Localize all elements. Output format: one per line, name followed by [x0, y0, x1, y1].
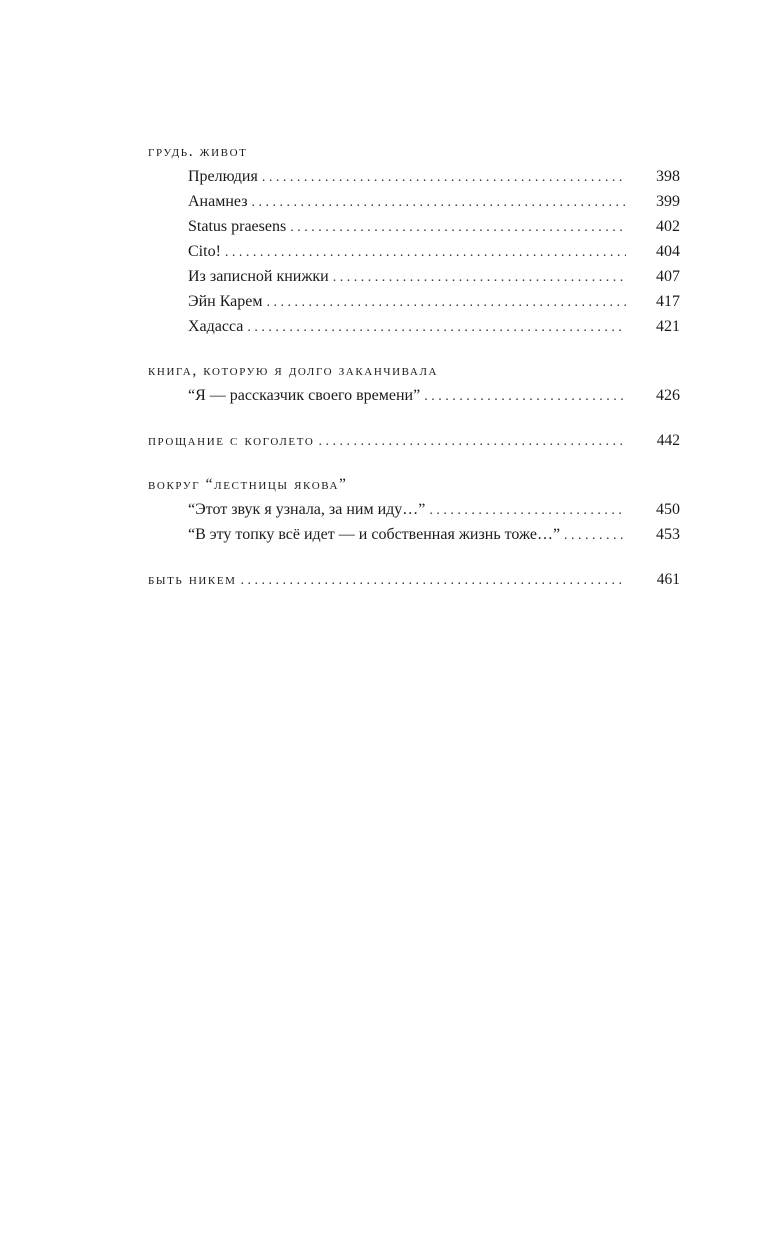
toc-entry[interactable]: [148, 164, 680, 189]
page-number: 404: [656, 243, 680, 260]
toc-entry[interactable]: [148, 289, 680, 314]
page-number: 426: [656, 387, 680, 404]
toc-section-chest-abdomen: [148, 140, 680, 339]
dot-leader: [225, 240, 626, 265]
toc-entry[interactable]: [148, 383, 680, 408]
page-number: 402: [656, 218, 680, 235]
entry-title: быть никем: [148, 571, 237, 588]
entry-title: “В эту топку всё идет — и собственная жизнь тоже…”: [188, 526, 561, 543]
entry-title: Cito!: [188, 243, 221, 260]
dot-leader: [424, 384, 626, 409]
entry-title: Анамнез: [188, 193, 248, 210]
toc-entry[interactable]: [148, 264, 680, 289]
page-number: 450: [656, 501, 680, 518]
toc-section-cogoleto: [148, 428, 680, 453]
toc-entry[interactable]: [148, 314, 680, 339]
toc-entry[interactable]: [148, 497, 680, 522]
page-number: 417: [656, 293, 680, 310]
dot-leader: [266, 290, 626, 315]
entry-title: Эйн Карем: [188, 293, 263, 310]
section-heading: грудь. живот: [148, 143, 248, 160]
dot-leader: [290, 215, 626, 240]
dot-leader: [318, 429, 626, 454]
page-number: 407: [656, 268, 680, 285]
toc-section-be-nobody: [148, 567, 680, 592]
entry-title: Хадасса: [188, 318, 244, 335]
dot-leader: [262, 165, 626, 190]
toc-section-jacob-ladder: [148, 473, 680, 547]
dot-leader: [247, 315, 626, 340]
table-of-contents: [148, 140, 680, 592]
page-number: 453: [656, 526, 680, 543]
page-number: 461: [656, 571, 680, 588]
toc-entry[interactable]: [148, 567, 680, 592]
dot-leader: [429, 498, 626, 523]
toc-entry[interactable]: [148, 189, 680, 214]
entry-title: Из записной книжки: [188, 268, 329, 285]
dot-leader: [252, 190, 626, 215]
entry-title: “Этот звук я узнала, за ним иду…”: [188, 501, 426, 518]
toc-entry[interactable]: [148, 522, 680, 547]
toc-entry[interactable]: [148, 239, 680, 264]
page-number: 398: [656, 168, 680, 185]
entry-title: прощание с коголето: [148, 432, 315, 449]
dot-leader: [333, 265, 626, 290]
toc-entry[interactable]: [148, 428, 680, 453]
entry-title: Status praesens: [188, 218, 287, 235]
page-number: 399: [656, 193, 680, 210]
toc-section-long-book: [148, 359, 680, 408]
section-heading: вокруг “лестницы якова”: [148, 476, 348, 493]
dot-leader: [241, 568, 626, 593]
page-number: 442: [656, 432, 680, 449]
entry-title: Прелюдия: [188, 168, 258, 185]
section-heading: книга, которую я долго заканчивала: [148, 362, 439, 379]
toc-entry[interactable]: [148, 214, 680, 239]
dot-leader: [564, 523, 626, 548]
page-number: 421: [656, 318, 680, 335]
entry-title: “Я — рассказчик своего времени”: [188, 387, 421, 404]
